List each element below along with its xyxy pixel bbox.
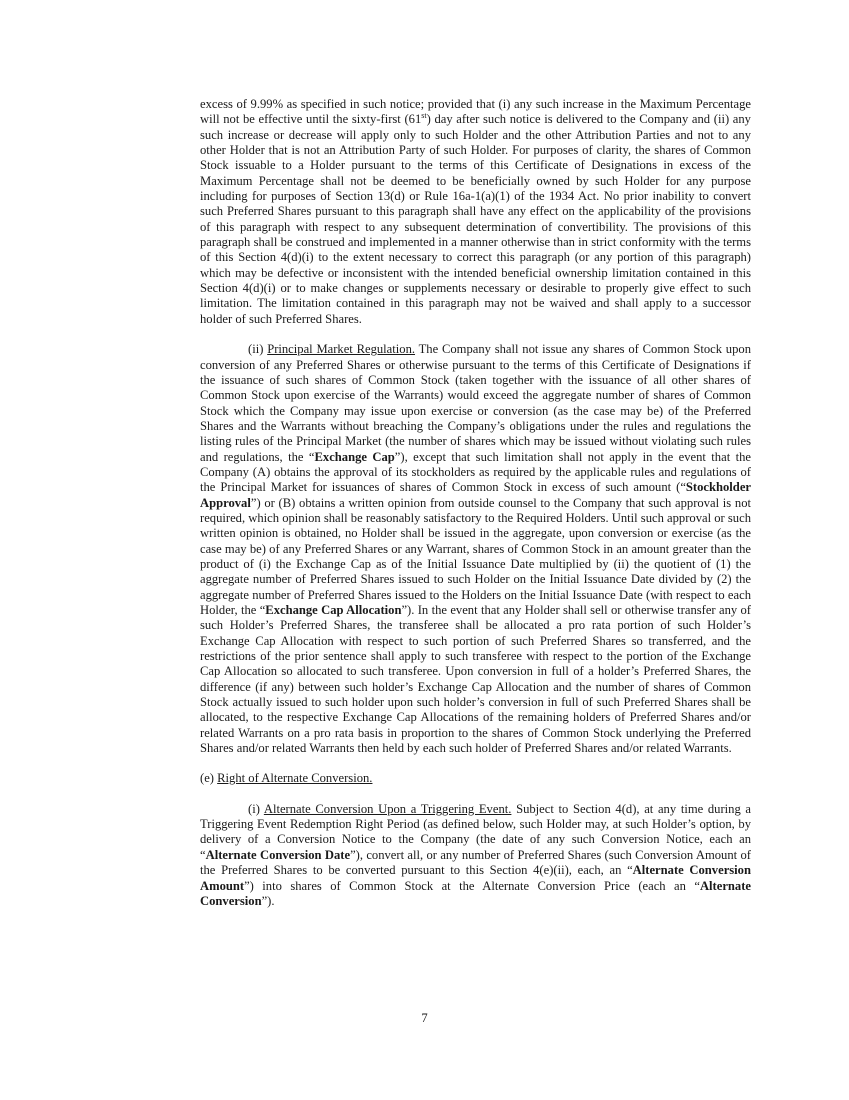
defined-term: Stockholder Approval [200,480,751,510]
subsection-heading: Alternate Conversion Upon a Triggering Event. [263,801,512,816]
defined-term: Alternate Conversion Amount [200,863,751,893]
section-heading-alternate-conversion: (e) Right of Alternate Conversion. [200,771,373,786]
defined-term: Exchange Cap Allocation [265,603,402,617]
defined-term: Exchange Cap [314,449,395,464]
paragraph-beneficial-ownership: excess of 9.99% as specified in such notice; provided that (i) any such increase in the Maximum Percentage will not be effective until the sixty-first (61st) day after such notice is delivered to the Company and (ii) any such increase or decrease will apply only to such Holder and the other Attribution Parties and not to any other Holder that is not an Attribution Party of such Holder. For purposes of clarity, the shares of Common Stock issuable to a Holder pursuant to the terms of this Certificate of Designations in excess of the Maximum Percentage shall not be deemed to be beneficially owned by such Holder for any purpose including for purposes of Section 13(d) or Rule 16a-1(a)(1) of the 1934 Act. No prior inability to convert such Preferred Shares pursuant to this paragraph shall have any effect on the applicability of the provisions of this paragraph with respect to any subsequent determination of convertibility. The provisions of this paragraph shall be construed and implemented in a manner otherwise than in strict conformity with the terms of this Section 4(d)(i) to the extent necessary to correct this paragraph (or any portion of this paragraph) which may be defective or inconsistent with the intended beneficial ownership limitation contained in this Section 4(d)(i) or to make changes or supplements necessary or desirable to properly give effect to such limitation. The limitation contained in this paragraph may not be waived and shall apply to a successor holder of such Preferred Shares. [200,97,751,326]
page-number: 7 [421,1011,428,1025]
defined-term: Alternate Conversion [200,878,751,908]
defined-term: Alternate Conversion Date [205,847,351,862]
paragraph-alternate-conversion-triggering-event: (i) Alternate Conversion Upon a Triggering Event. Subject to Section 4(d), at any time during a Triggering Event Redemption Right Period (as defined below, such Holder may, at such Holder’s option, by delivery of a Conversion Notice to the Company (the date of any such Conversion Notice, each an “Alternate Conversion Date”), convert all, or any number of Preferred Shares (such Conversion Amount of the Preferred Shares to be converted pursuant to this Section 4(e)(ii), each, an “Alternate Conversion Amount”) into shares of Common Stock at the Alternate Conversion Price (each an “Alternate Conversion”). [200,801,752,908]
subsection-heading: Principal Market Regulation. [267,342,416,357]
section-heading: Right of Alternate Conversion. [217,771,373,786]
paragraph-principal-market-regulation: (ii) Principal Market Regulation. The Company shall not issue any shares of Common Stock upon conversion of any Preferred Shares or otherwise pursuant to the terms of this Certificate of Designations if the issuance of such shares of Common Stock (taken together with the issuance of all other shares of Common Stock upon exercise of the Warrants) would exceed the aggregate number of shares of Common Stock which the Company may issue upon exercise or conversion (as the case may be) of the Preferred Shares and the Warrants without breaching the Company’s obligations under the rules and regulations the listing rules of the Principal Market (the number of shares which may be issued without violating such rules and regulations, the “Exchange Cap”), except that such limitation shall not apply in the event that the Company (A) obtains the approval of its stockholders as required by the applicable rules and regulations of the Principal Market for issuances of shares of Common Stock in excess of such amount (“Stockholder Approval”) or (B) obtains a written opinion from outside counsel to the Company that such approval is not required, which opinion shall be reasonably satisfactory to the Required Holders. Until such approval or such written opinion is obtained, no Holder shall be issued in the aggregate, upon conversion or exercise (as the case may be) of any Preferred Shares or any Warrant, shares of Common Stock in an amount greater than the product of (i) the Exchange Cap as of the Initial Issuance Date multiplied by (ii) the quotient of (1) the aggregate number of Preferred Shares issued to such Holder on the Initial Issuance Date divided by (2) the aggregate number of Preferred Shares issued to the Holders on the Initial Issuance Date (with respect to each Holder, the “Exchange Cap Allocation”). In the event that any Holder shall sell or otherwise transfer any of such Holder’s Preferred Shares, the transferee shall be allocated a pro rata portion of such Holder’s Exchange Cap Allocation with respect to such portion of such Preferred Shares so transferred, and the restrictions of the prior sentence shall apply to such transferee with respect to the portion of the Exchange Cap Allocation so allocated to such transferee. Upon conversion in full of a holder’s Preferred Shares, the difference (if any) between such holder’s Exchange Cap Allocation and the number of shares of Common Stock actually issued to such holder upon such holder’s conversion in full of such Preferred Shares shall be allocated, to the respective Exchange Cap Allocations of the remaining holders of Preferred Shares and/or related Warrants on a pro rata basis in proportion to the shares of Common Stock underlying the Preferred Shares and/or related Warrants then held by each such holder of Preferred Shares and/or related Warrants. [200,342,751,756]
ordinal-superscript: st [421,111,427,121]
document-body [200,97,751,909]
